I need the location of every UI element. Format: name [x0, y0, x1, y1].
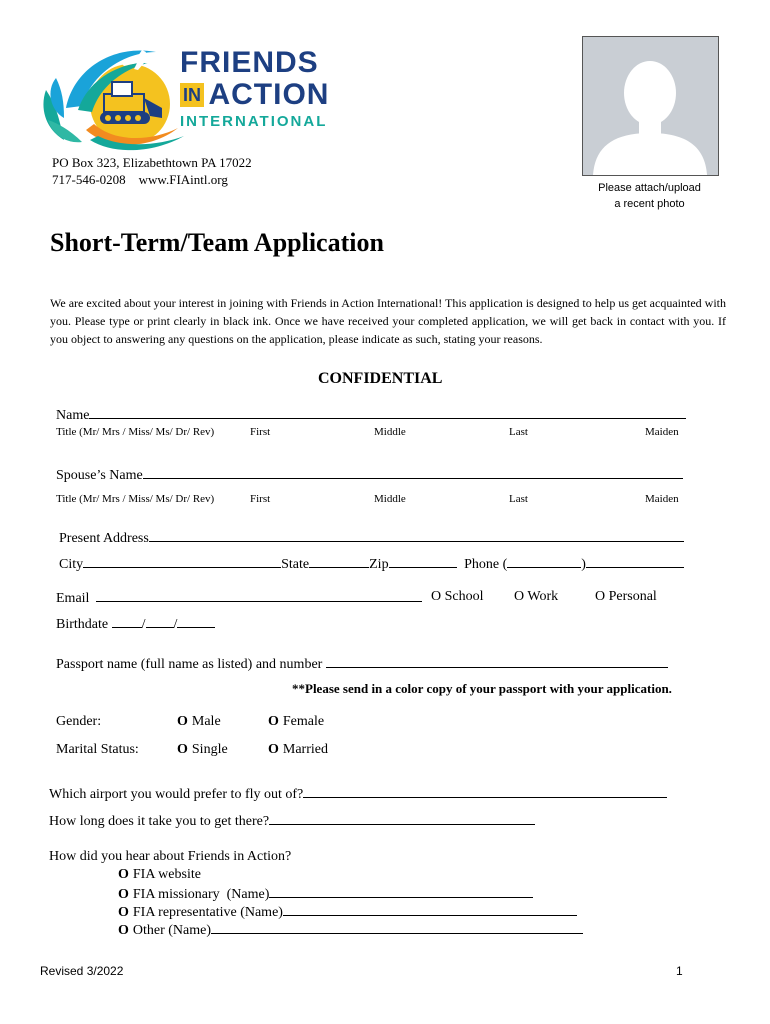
travel-time-row [49, 812, 535, 830]
heard-option-website[interactable] [118, 867, 201, 883]
marital-single-option[interactable] [177, 742, 228, 758]
gender-female-option[interactable] [268, 714, 324, 730]
logo-emblem-icon [38, 38, 188, 156]
intro-paragraph: We are excited about your interest in joining with Friends in Action International! This application is designed to help us get acquainted with you. Please type or print clearly in black ink. Once we have received your completed application, we will get back in contact with you. If you object to answering any questions on the application, please indicate as such, stating your reasons. [50, 296, 726, 346]
option-circle-icon: O [118, 905, 129, 920]
birthdate-row [56, 615, 215, 633]
heard-missionary-input-line[interactable] [269, 885, 533, 898]
phone-number-input-line[interactable] [586, 555, 684, 568]
spouse-last-label: Last [509, 493, 528, 505]
airport-input-line[interactable] [303, 785, 667, 798]
logo-friends: FRIENDS [180, 46, 319, 79]
passport-row [56, 655, 668, 673]
phone-area-input-line[interactable] [507, 555, 581, 568]
spouse-maiden-label: Maiden [645, 493, 679, 505]
birth-month-input-line[interactable] [112, 615, 142, 628]
present-address-row [59, 529, 684, 547]
birthdate-sep-1: / [141, 617, 146, 632]
marital-married-option[interactable] [268, 742, 328, 758]
org-contact: 717-546-0208 www.FIAintl.org [52, 172, 228, 187]
phone-close-paren: ) [581, 557, 586, 572]
name-middle-label: Middle [374, 426, 406, 438]
heard-other-input-line[interactable] [211, 921, 583, 934]
travel-time-input-line[interactable] [269, 812, 535, 825]
zip-input-line[interactable] [389, 555, 457, 568]
org-logo [38, 38, 338, 156]
heard-option-representative[interactable] [118, 903, 577, 921]
travel-time-label: How long does it take you to get there? [49, 814, 270, 829]
logo-action: ACTION [208, 78, 330, 111]
heard-question: How did you hear about Friends in Action? [49, 849, 292, 864]
person-silhouette-icon [583, 37, 718, 175]
birthdate-label: Birthdate [56, 617, 109, 632]
city-row [59, 555, 684, 573]
gender-label: Gender: [56, 714, 102, 729]
logo-in: IN [180, 83, 204, 107]
passport-input-line[interactable] [326, 655, 668, 668]
name-label: Name [56, 408, 90, 423]
birth-day-input-line[interactable] [146, 615, 174, 628]
present-address-input-line[interactable] [149, 529, 684, 542]
email-row [56, 589, 422, 607]
email-school-option[interactable]: O School [431, 589, 484, 604]
heard-representative-input-line[interactable] [283, 903, 577, 916]
birthdate-sep-2: / [173, 617, 178, 632]
heard-other-label: Other (Name) [132, 923, 212, 938]
name-first-label: First [250, 426, 271, 438]
passport-label: Passport name (full name as listed) and number [56, 657, 323, 672]
option-circle-icon: O [177, 742, 188, 757]
marital-single-label: Single [191, 742, 228, 757]
org-address: PO Box 323, Elizabethtown PA 17022 [52, 155, 252, 170]
state-label: State [281, 557, 310, 572]
page-title: Short-Term/Team Application [50, 228, 384, 257]
email-label: Email [56, 591, 90, 606]
zip-label: Zip [369, 557, 389, 572]
phone-label: Phone ( [464, 557, 508, 572]
name-last-label: Last [509, 426, 528, 438]
photo-caption-line2: a recent photo [614, 198, 685, 210]
photo-caption [582, 180, 717, 212]
heard-missionary-label: FIA missionary (Name) [132, 887, 270, 902]
birth-year-input-line[interactable] [177, 615, 215, 628]
marital-label: Marital Status: [56, 742, 139, 757]
airport-label: Which airport you would prefer to fly out of? [49, 787, 304, 802]
option-circle-icon: O [268, 742, 279, 757]
city-label: City [59, 557, 84, 572]
spouse-title-label: Title (Mr/ Mrs / Miss/ Ms/ Dr/ Rev) [56, 493, 215, 505]
spouse-row [56, 466, 683, 484]
heard-representative-label: FIA representative (Name) [132, 905, 283, 920]
footer-revised: Revised 3/2022 [40, 964, 124, 978]
option-circle-icon: O [268, 714, 279, 729]
gender-male-label: Male [191, 714, 221, 729]
present-address-label: Present Address [59, 531, 149, 546]
gender-female-label: Female [282, 714, 325, 729]
spouse-input-line[interactable] [143, 466, 683, 479]
state-input-line[interactable] [309, 555, 369, 568]
heard-option-missionary[interactable] [118, 885, 533, 903]
option-circle-icon: O [118, 887, 129, 902]
email-personal-option[interactable]: O Personal [595, 589, 657, 604]
logo-wordmark [180, 48, 329, 129]
spouse-middle-label: Middle [374, 493, 406, 505]
photo-upload-box[interactable] [582, 36, 719, 176]
footer-page-number: 1 [676, 964, 683, 978]
name-maiden-label: Maiden [645, 426, 679, 438]
airport-row [49, 785, 667, 803]
name-row [56, 406, 686, 424]
passport-note: **Please send in a color copy of your passport with your application. [292, 681, 672, 696]
logo-international: INTERNATIONAL [180, 113, 328, 130]
photo-caption-line1: Please attach/upload [598, 182, 701, 194]
name-input-line[interactable] [89, 406, 686, 419]
email-work-option[interactable]: O Work [514, 589, 559, 604]
heard-option-other[interactable] [118, 921, 583, 939]
name-title-label: Title (Mr/ Mrs / Miss/ Ms/ Dr/ Rev) [56, 426, 215, 438]
confidential-heading: CONFIDENTIAL [318, 370, 443, 387]
option-circle-icon: O [118, 867, 129, 882]
option-circle-icon: O [118, 923, 129, 938]
heard-website-label: FIA website [132, 867, 201, 882]
gender-male-option[interactable] [177, 714, 221, 730]
spouse-label: Spouse’s Name [56, 468, 143, 483]
city-input-line[interactable] [83, 555, 281, 568]
marital-married-label: Married [282, 742, 328, 757]
spouse-first-label: First [250, 493, 271, 505]
option-circle-icon: O [177, 714, 188, 729]
email-input-line[interactable] [96, 589, 422, 602]
